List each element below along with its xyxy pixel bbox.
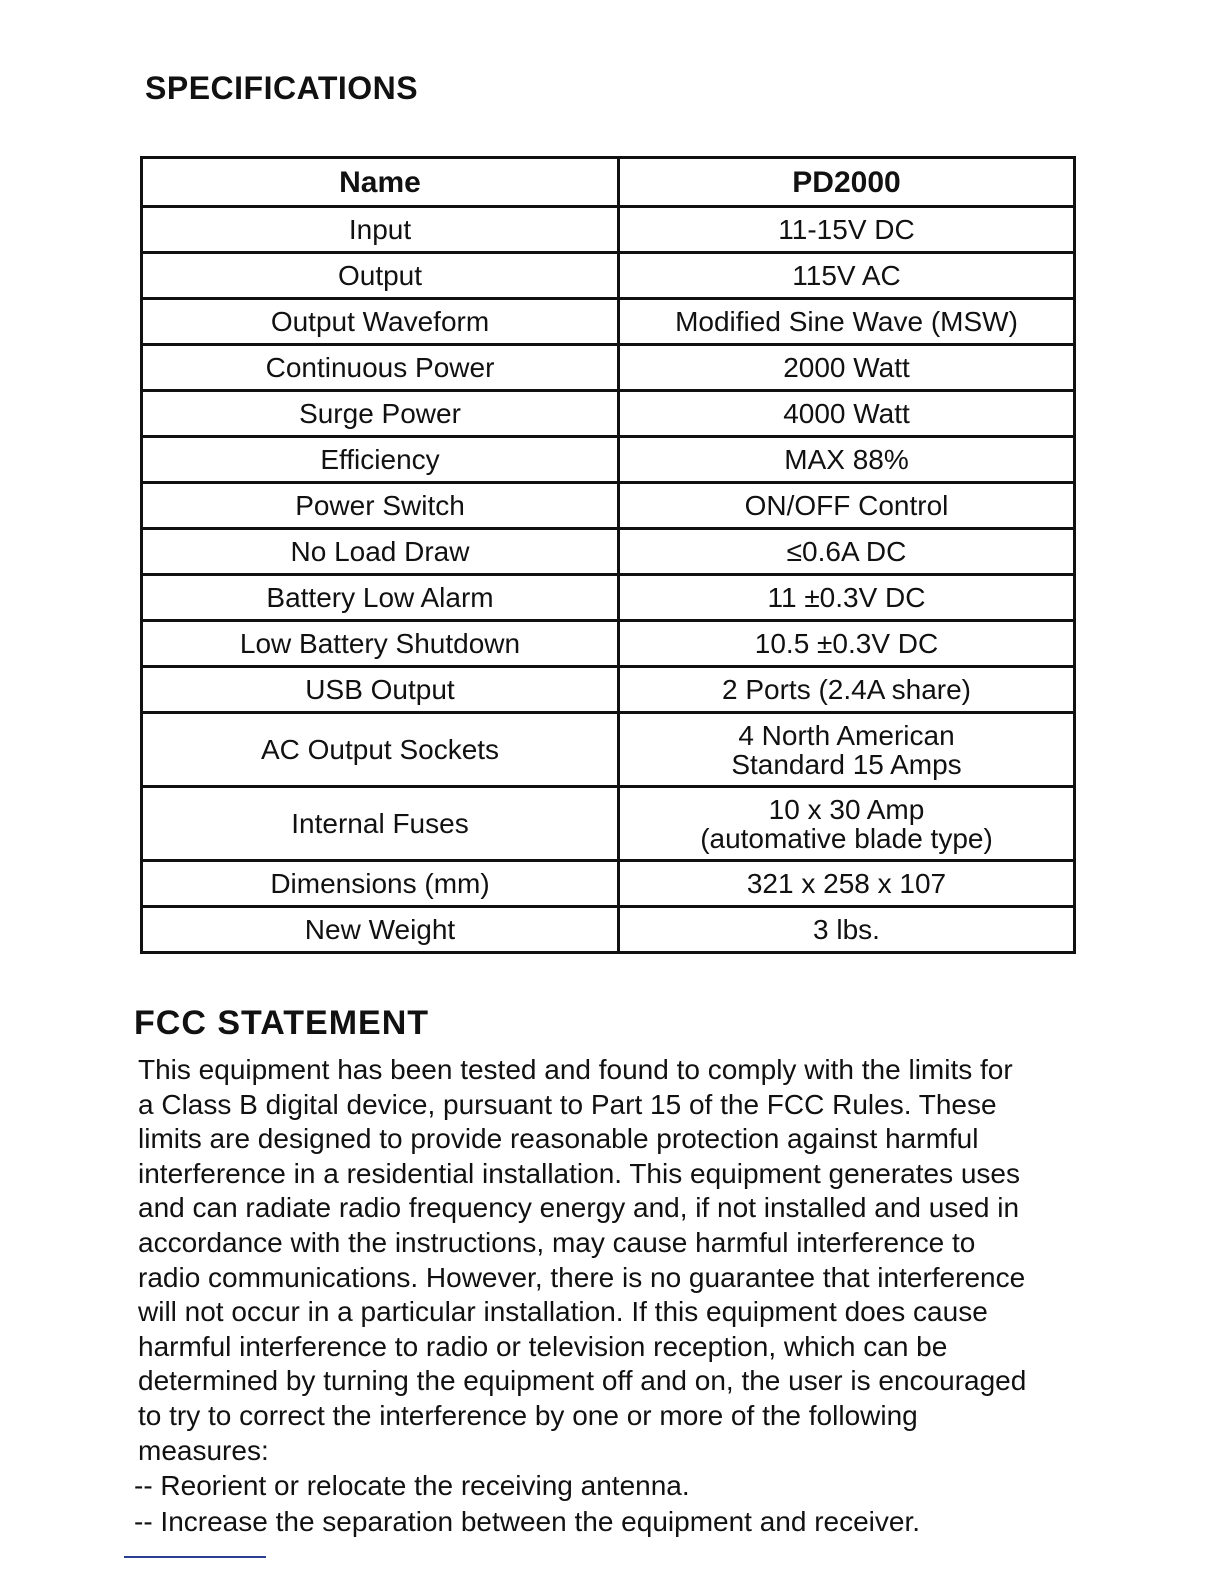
spec-name-cell: Internal Fuses [142,787,619,861]
spec-value-cell: 115V AC [619,253,1075,299]
spec-value-cell: 2 Ports (2.4A share) [619,667,1075,713]
spec-value-cell: 11 ±0.3V DC [619,575,1075,621]
header-model-cell: PD2000 [619,158,1075,207]
table-row [142,345,1075,391]
spec-value-cell: 4000 Watt [619,391,1075,437]
fcc-statement-heading: FCC STATEMENT [134,1004,430,1042]
spec-name-cell: Low Battery Shutdown [142,621,619,667]
spec-name-cell: Efficiency [142,437,619,483]
spec-value-cell: 10 x 30 Amp (automative blade type) [619,787,1075,861]
spec-value-cell: 2000 Watt [619,345,1075,391]
spec-name-cell: AC Output Sockets [142,713,619,787]
table-row [142,907,1075,953]
spec-value-cell: 10.5 ±0.3V DC [619,621,1075,667]
spec-value-cell: 11-15V DC [619,207,1075,253]
spec-name-cell: Surge Power [142,391,619,437]
spec-name-cell: Battery Low Alarm [142,575,619,621]
table-row [142,575,1075,621]
table-row [142,529,1075,575]
table-row [142,713,1075,787]
table-row [142,861,1075,907]
spec-value-cell: ON/OFF Control [619,483,1075,529]
spec-value-cell: 321 x 258 x 107 [619,861,1075,907]
fcc-statement-body: This equipment has been tested and found to comply with the limits for a Class B digital device, pursuant to Part 15 of the FCC Rules. These limits are designed to provide reasonable protection against harmful interference in a residential installation. This equipment generates uses and can radiate radio frequency energy and, if not installed and used in accordance with the instructions, may cause harmful interference to radio communications. However, there is no guarantee that interference will not occur in a particular installation. If this equipment does cause harmful interference to radio or television reception, which can be determined by turning the equipment off and on, the user is encouraged to try to correct the interference by one or more of the following measures: [138,1054,1027,1466]
table-row [142,787,1075,861]
spec-value-cell: MAX 88% [619,437,1075,483]
spec-name-cell: Input [142,207,619,253]
table-row [142,667,1075,713]
spec-name-cell: Output [142,253,619,299]
spec-value-cell: Modified Sine Wave (MSW) [619,299,1075,345]
list-item: -- Increase the separation between the equipment and receiver. [134,1506,921,1537]
table-row [142,483,1075,529]
table-row [142,207,1075,253]
spec-name-cell: Output Waveform [142,299,619,345]
list-item: -- Reorient or relocate the receiving antenna. [134,1470,690,1501]
specifications-heading: SPECIFICATIONS [145,70,419,106]
spec-name-cell: No Load Draw [142,529,619,575]
header-name-cell: Name [142,158,619,207]
table-header-row [142,158,1075,207]
table-row [142,299,1075,345]
spec-name-cell: Continuous Power [142,345,619,391]
spec-name-cell: USB Output [142,667,619,713]
spec-value-cell: ≤0.6A DC [619,529,1075,575]
fcc-measures-list [134,1468,1074,1540]
spec-name-cell: Power Switch [142,483,619,529]
spec-name-cell: New Weight [142,907,619,953]
spec-value-cell: 3 lbs. [619,907,1075,953]
spec-value-cell: 4 North American Standard 15 Amps [619,713,1075,787]
table-row [142,621,1075,667]
table-row [142,437,1075,483]
table-row [142,253,1075,299]
spec-name-cell: Dimensions (mm) [142,861,619,907]
table-row [142,391,1075,437]
footer-divider [124,1556,266,1558]
specifications-table [140,156,1076,954]
